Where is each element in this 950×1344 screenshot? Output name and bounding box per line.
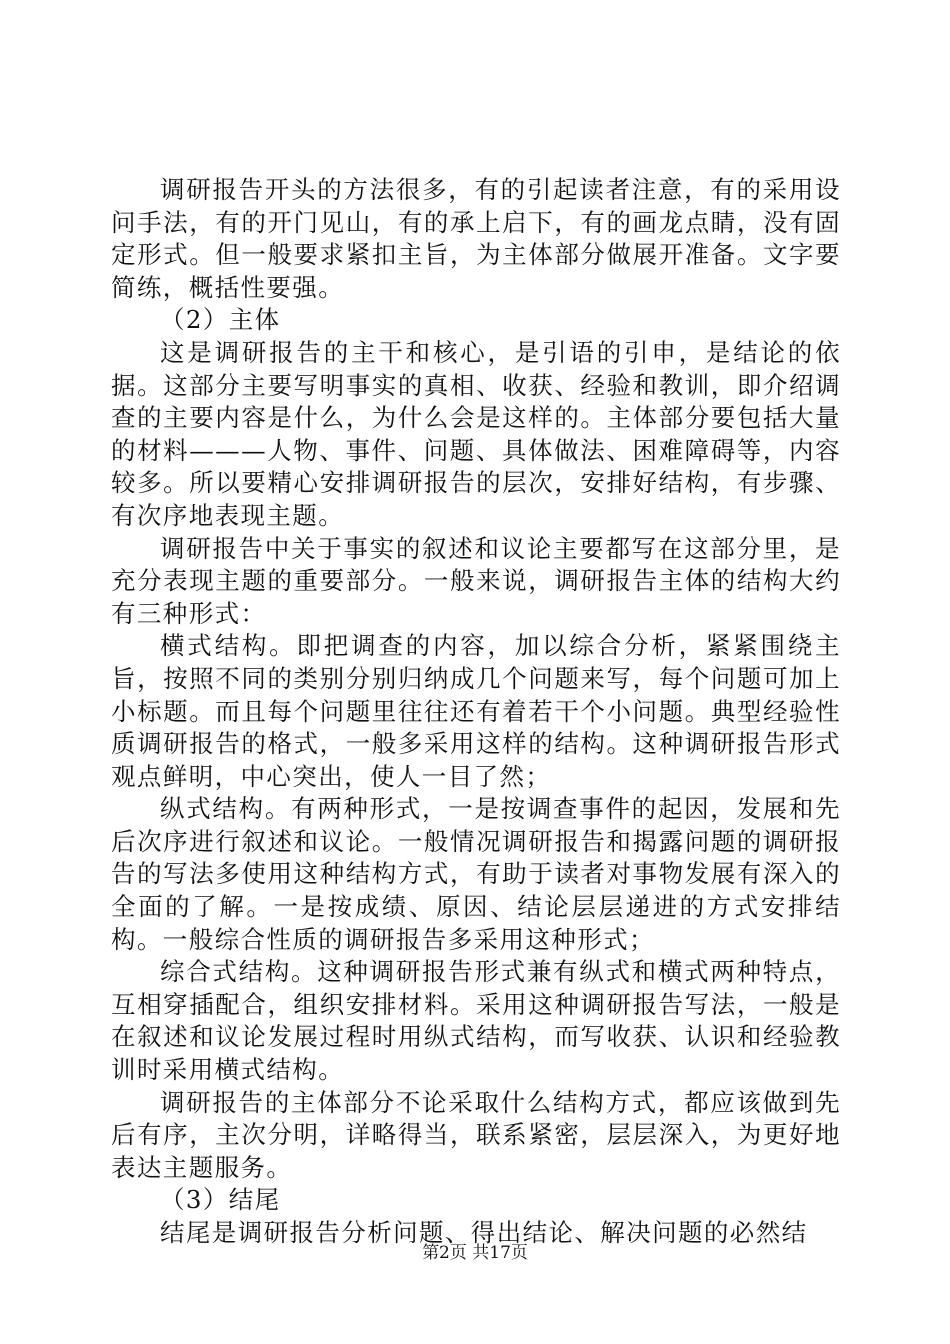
- paragraph-vertical-structure: 纵式结构。有两种形式，一是按调查事件的起因，发展和先后次序进行叙述和议论。一般情况调研报告和揭露问题的调研报告的写法多使用这种结构方式，有助于读者对事物发展有深入的全面的了解。一是按成绩、原因、结论层层递进的方式安排结构。一般综合性质的调研报告多采用这种形式；: [111, 794, 841, 954]
- paragraph-combined-structure: 综合式结构。这种调研报告形式兼有纵式和横式两种特点，互相穿插配合，组织安排材料。采用这种调研报告写法，一般是在叙述和议论发展过程时用纵式结构，而写收获、认识和经验教训时采用横式结构。: [111, 957, 841, 1085]
- section-heading-main-body: （2）主体: [160, 305, 281, 335]
- paragraph-ending: 结尾是调研报告分析问题、得出结论、解决问题的必然结: [160, 1218, 808, 1247]
- paragraph-main-body-summary: 调研报告的主体部分不论采取什么结构方式，都应该做到先后有序，主次分明，详略得当，联系紧密，层层深入，为更好地表达主题服务。: [111, 1087, 841, 1182]
- page-number-footer: 第2页 共17页: [422, 1243, 528, 1263]
- paragraph-horizontal-structure: 横式结构。即把调查的内容，加以综合分析，紧紧围绕主旨，按照不同的类别分别归纳成几个问题来写，每个问题可加上小标题。而且每个问题里往往还有着若干个小问题。典型经验性质调研报告的格式，一般多采用这样的结构。这种调研报告形式观点鲜明，中心突出，使人一目了然；: [111, 631, 841, 791]
- paragraph-main-body-core: 这是调研报告的主干和核心，是引语的引申，是结论的依据。这部分主要写明事实的真相、收获、经验和教训，即介绍调查的主要内容是什么，为什么会是这样的。主体部分要包括大量的材料———人物、事件、问题、具体做法、困难障碍等，内容较多。所以要精心安排调研报告的层次，安排好结构，有步骤、有次序地表现主题。: [111, 337, 841, 530]
- section-heading-ending: （3）结尾: [160, 1185, 281, 1215]
- document-body: [111, 174, 841, 1250]
- paragraph-main-body-structures: 调研报告中关于事实的叙述和议论主要都写在这部分里，是充分表现主题的重要部分。一般来说，调研报告主体的结构大约有三种形式：: [111, 533, 841, 628]
- paragraph-opening-methods: 调研报告开头的方法很多，有的引起读者注意，有的采用设问手法，有的开门见山，有的承上启下，有的画龙点睛，没有固定形式。但一般要求紧扣主旨，为主体部分做展开准备。文字要简练，概括性要强。: [111, 175, 841, 302]
